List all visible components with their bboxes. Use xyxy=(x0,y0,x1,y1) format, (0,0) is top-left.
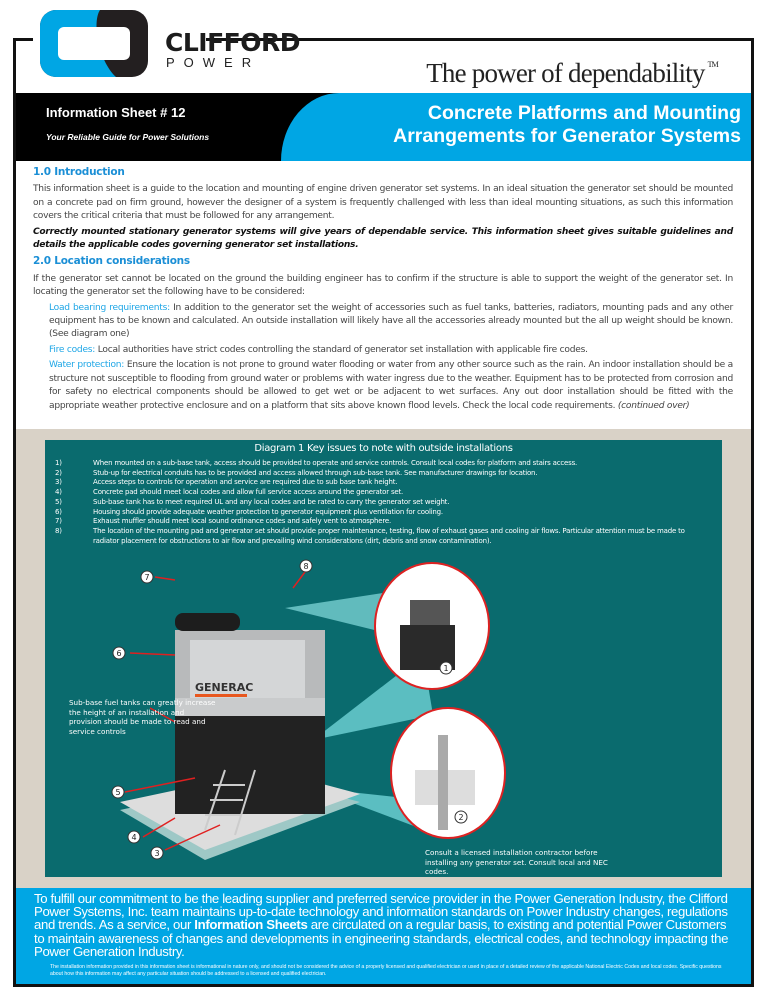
callout-number: 5 xyxy=(115,788,121,797)
callout-8 xyxy=(300,560,312,572)
footer-disclaimer: The installation information provided in this information sheet is informational in nature only, and should not be considered the advice of a properly licensed and qualified electrician or used in place of a detailed review of the applicable National Electric Codes and local codes. Specific questions about how this information may affect any particular situation should be addressed to a licensed and qualified electrician. xyxy=(50,964,722,978)
item-label: Water protection: xyxy=(49,360,125,371)
item-text: Concrete pad should meet local codes and allow full service access around the generator set. xyxy=(93,488,404,497)
footer-text: are circulated on a regular basis, to existing and potential Power Customers to maintain awareness of changes and developments in engineering standards, electrical codes, and technology impacting the Power Generation Industry. xyxy=(34,917,729,959)
item-text: In addition to the generator set the weight of accessories such as fuel tanks, batteries, radiators, mounting pads and any other equipment has to be known and calculated. An outside installation will likely have all the accessories already mounted but the all up weight should be known. (See diagram one) xyxy=(49,302,733,340)
title-band xyxy=(16,93,751,161)
item-text: Ensure the location is not prone to ground water flooding or water from any other source such as the rain. An indoor installation should be a structure not susceptible to flooding from ground water or problems with water ingress due to the weather. Equipment has to be protected from corrosion and for safety no electrical components should be allowed to get wet or be adjacent to wet surfaces. Any out door installation should be fitted with the appropriate weather protective enclosure and on a platform that sits above known flood levels. Check the local code requirements. xyxy=(49,360,733,411)
page-frame-bottom xyxy=(13,984,754,987)
water-protection-item xyxy=(49,359,733,413)
page-frame-right xyxy=(751,38,754,985)
item-number: 6) xyxy=(55,507,62,516)
callout-number: 4 xyxy=(131,833,137,842)
callout-4 xyxy=(128,831,140,843)
callout-5 xyxy=(112,786,124,798)
item-text: Sub-base tank has to meet required UL and any local codes and be rated to carry the generator set weight. xyxy=(93,497,450,506)
brand-name: CLIFFORD xyxy=(165,28,300,57)
exhaust-muffler xyxy=(175,613,240,631)
item-text: When mounted on a sub-base tank, access should be provided to operate and service controls. Consult local codes for platform and stairs access. xyxy=(93,459,578,467)
title-line-2: Arrangements for Generator Systems xyxy=(393,125,741,147)
callout-1 xyxy=(440,662,452,674)
clifford-logo-icon xyxy=(40,10,148,77)
fire-codes-item xyxy=(49,344,733,357)
footer-text: To fulfill our commitment to be the leading supplier and preferred service provider in the Power Generation Industry, the Clifford Power Systems, Inc. team maintains up-to-date technology and information standards on Power Industry changes, regulations and trends. As a service, our xyxy=(34,891,728,933)
callout-3 xyxy=(151,847,163,859)
intro-bold: Correctly mounted stationary generator systems will give years of dependable service. This information sheet gives suitable guidelines and details the applicable codes governing generator set installations. xyxy=(33,226,733,251)
callout-number: 7 xyxy=(144,573,150,582)
item-label: Load bearing requirements: xyxy=(49,302,170,313)
item-text: Stub-up for electrical conduits has to be provided and access allowed through sub-base tank. See manufacturer drawings for location. xyxy=(93,468,538,477)
item-number: 5) xyxy=(55,497,62,506)
generac-logo: GENERAC xyxy=(195,681,254,694)
item-number: 8) xyxy=(55,526,62,535)
diagram-panel xyxy=(45,440,722,877)
intro-heading: 1.0 Introduction xyxy=(33,166,125,178)
item-number: 1) xyxy=(55,459,62,467)
footer-bold: Information Sheets xyxy=(194,917,308,933)
tagline xyxy=(426,58,718,89)
body-text xyxy=(33,166,733,415)
footer xyxy=(16,888,751,984)
callout-2 xyxy=(455,811,467,823)
location-paragraph: If the generator set cannot be located on the ground the building engineer has to confirm if the structure is able to support the weight of the generator set. In locating the generator set the following have to be considered: xyxy=(33,273,733,298)
callout-number: 2 xyxy=(458,813,464,822)
item-label: Fire codes: xyxy=(49,344,96,355)
intro-paragraph: This information sheet is a guide to the location and mounting of engine driven generator set systems. In an ideal situation the generator set should be mounted on a concrete pad on firm ground, however the designer of a system is frequently challenged with less than ideal mounting situations, as such this information covers the critical criteria that must be followed for any arrangement. xyxy=(33,184,733,222)
page-frame-top xyxy=(13,38,33,41)
consult-note: Consult a licensed installation contractor before installing any generator set. Consult local and NEC codes. xyxy=(425,848,608,876)
sub-base-note: Sub-base fuel tanks can greatly increase the height of an installation and provision should be made to read and service controls xyxy=(69,698,216,736)
continued-note: (continued over) xyxy=(617,400,690,411)
page-title xyxy=(393,102,741,148)
callout-number: 1 xyxy=(443,664,449,673)
callout-number: 8 xyxy=(303,562,309,571)
item-number: 4) xyxy=(55,488,62,497)
item-number: 7) xyxy=(55,517,62,526)
item-text: The location of the mounting pad and generator set should provide proper maintenance, testing, flow of exhaust gases and cooling air flows. Particular attention must be made to radiator placement for obstructions to air flow and prevailing wind considerations (dirt, debris and snow contamination). xyxy=(93,526,685,545)
item-text: Exhaust muffler should meet local sound ordinance codes and safely vent to atmosphere. xyxy=(93,517,391,526)
generator-diagram xyxy=(45,440,722,877)
callout-7 xyxy=(141,571,153,583)
callout-number: 6 xyxy=(116,649,122,658)
item-number: 2) xyxy=(55,468,62,477)
item-text: Local authorities have strict codes controlling the standard of generator set installation with applicable fire codes. xyxy=(95,344,588,355)
load-bearing-item xyxy=(49,302,733,342)
callout-6 xyxy=(113,647,125,659)
callout-number: 3 xyxy=(154,849,160,858)
title-line-1: Concrete Platforms and Mounting xyxy=(427,102,741,124)
footer-commitment xyxy=(34,892,733,958)
item-text: Housing should provide adequate weather protection to generator equipment plus ventilation for cooling. xyxy=(93,507,443,516)
location-heading: 2.0 Location considerations xyxy=(33,255,190,268)
brand-subtitle: POWER xyxy=(166,55,261,70)
sheet-subtitle: Your Reliable Guide for Power Solutions xyxy=(46,132,210,142)
item-number: 3) xyxy=(55,478,62,487)
trademark: TM xyxy=(707,60,718,69)
item-text: Access steps to controls for operation and service are required due to sub base tank height. xyxy=(93,478,398,487)
diagram-title: Diagram 1 Key issues to note with outside installations xyxy=(254,443,513,454)
sheet-number: Information Sheet # 12 xyxy=(46,105,186,120)
tagline-text: The power of dependability xyxy=(426,58,705,88)
